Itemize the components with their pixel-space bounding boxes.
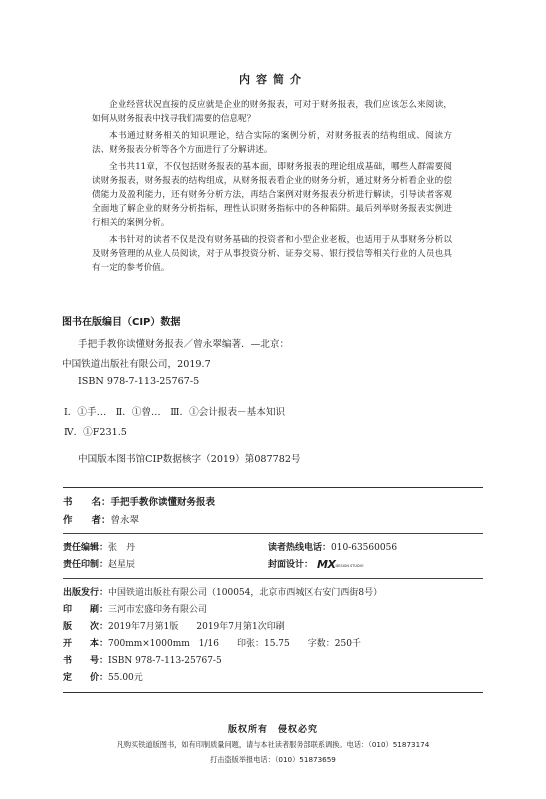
intro-paragraph: 企业经营状况直接的反应就是企业的财务报表，可对于财务报表，我们应该怎么来阅读，如何从财务报表中找寻我们需要的信息呢？ [92, 100, 452, 124]
publisher-row [63, 585, 382, 598]
hotline-value: 010-63560056 [331, 543, 398, 553]
printing-manager-label: 责任印制： [63, 560, 109, 570]
publisher-label: 出版发行： [63, 588, 109, 598]
divider [63, 578, 483, 579]
intro-paragraph: 本书针对的读者不仅是没有财务基础的投资者和小型企业老板，也适用于从事财务分析以及财务管理的从业人员阅读，对于从事投资分析、证券交易、银行授信等相关行业的人员也具有一定的参考价值。 [92, 235, 452, 273]
printer-label: 印 刷： [63, 605, 109, 615]
divider [63, 692, 483, 693]
edition-value: 2019年7月第1版 2019年7月第1次印刷 [108, 622, 285, 632]
intro-title: 内容简介 [239, 73, 307, 86]
author-label: 作 者： [63, 515, 111, 526]
hotline-label: 读者热线电话： [268, 543, 332, 553]
book-title-label: 书 名： [63, 497, 111, 508]
format-value: 700mm×1000mm 1/16 印张：15.75 字数：250千 [108, 639, 361, 649]
format-label: 开 本： [63, 639, 109, 649]
price-label: 定 价： [63, 673, 109, 683]
cover-design-label: 封面设计： [268, 560, 314, 570]
book-title-value: 手把手教你读懂财务报表 [110, 497, 216, 508]
hotline-row [268, 540, 397, 553]
edition-label: 版 次： [63, 622, 109, 632]
cip-line: ISBN 978-7-113-25767-5 [78, 376, 200, 387]
publisher-value: 中国铁道出版社有限公司（100054，北京市西城区右安门西街8号） [108, 588, 383, 598]
intro-paragraph: 本书通过财务相关的知识理论，结合实际的案例分析，对财务报表的结构组成、阅读方法、财务报表分析等各个方面进行了分解讲述。 [92, 131, 452, 155]
cip-line: 手把手教你读懂财务报表／曾永翠编著．—北京： [78, 339, 290, 350]
cip-line: 中国版本图书馆CIP数据核字（2019）第087782号 [78, 454, 301, 465]
editor-row [63, 540, 135, 553]
printing-manager-row [63, 557, 135, 570]
printing-manager-value: 赵星辰 [108, 560, 136, 570]
intro-text [92, 98, 452, 278]
divider [63, 533, 483, 534]
cip-line: Ⅰ．①手… Ⅱ．①曾… Ⅲ．①会计报表－基本知识 [64, 407, 286, 418]
editor-label: 责任编辑： [63, 543, 109, 553]
book-title-row [63, 494, 215, 508]
author-row [63, 512, 139, 526]
edition-row [63, 619, 285, 632]
cip-heading: 图书在版编目（CIP）数据 [62, 317, 181, 328]
cip-line: Ⅳ．①F231.5 [64, 427, 127, 438]
format-row [63, 636, 361, 649]
isbn-value: ISBN 978-7-113-25767-5 [108, 656, 222, 666]
intro-paragraph: 全书共11章，不仅包括财务报表的基本面，即财务报表的理论组成基础，哪些人群需要阅读财务报表，财务报表的结构组成，从财务报表看企业的财务分析，通过财务分析看企业的偿债能力及盈利能力，还有财务分析方法，再结合案例对财务报表分析进行解读，引导读者客观全面地了解企业的财务分析指标，理性认识财务指标中的各种陷阱。最后列举财务报表实例进行相关的案例分析。 [92, 162, 452, 228]
quality-contact-line: 凡购买铁道版图书，如有印制质量问题，请与本社读者服务部联系调换。电话：（010）51873174 [116, 740, 430, 749]
printer-row [63, 602, 207, 615]
mx-design-logo: MXDESIGN STUDIO [317, 558, 364, 571]
price-value: 55.00元 [108, 673, 143, 683]
cover-design-row [268, 557, 364, 571]
isbn-row [63, 653, 222, 666]
cip-line: 中国铁道出版社有限公司，2019.7 [62, 359, 211, 370]
divider [63, 487, 483, 488]
printer-value: 三河市宏盛印务有限公司 [108, 605, 208, 615]
piracy-report-line: 打击盗版举报电话：（010）51873659 [210, 755, 336, 764]
copyright-notice: 版权所有 侵权必究 [227, 725, 318, 735]
price-row [63, 670, 143, 683]
editor-value: 张 丹 [108, 543, 136, 553]
author-value: 曾永翠 [110, 515, 140, 526]
isbn-label: 书 号： [63, 656, 109, 666]
